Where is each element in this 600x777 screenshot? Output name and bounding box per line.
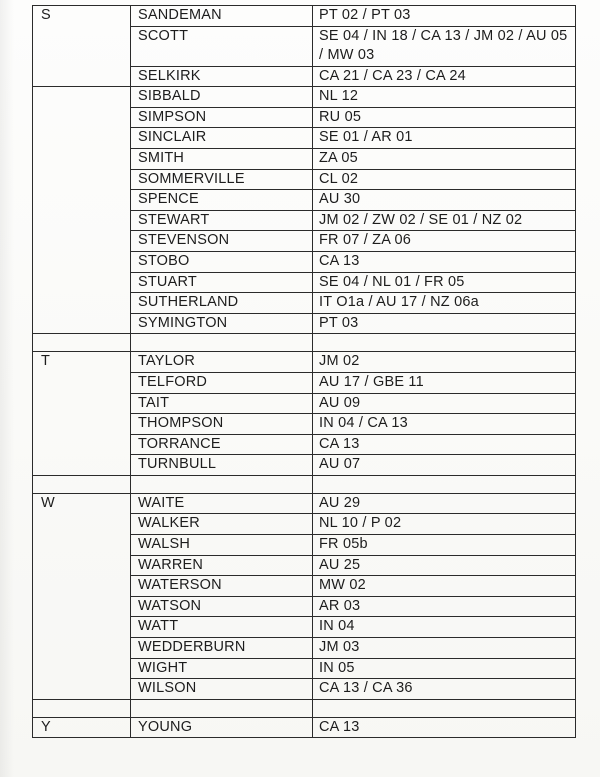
reference-codes-cell: FR 05b [313,535,576,556]
surname-cell: STOBO [131,251,313,272]
reference-codes-cell: CA 13 / CA 36 [313,679,576,700]
reference-codes-cell: FR 07 / ZA 06 [313,231,576,252]
reference-codes-cell: RU 05 [313,107,576,128]
surname-cell: TAIT [131,393,313,414]
reference-codes-cell: CA 13 [313,717,576,738]
reference-codes-cell: IN 04 / CA 13 [313,414,576,435]
surname-cell: SOMMERVILLE [131,169,313,190]
reference-codes-cell: CL 02 [313,169,576,190]
section-letter-t: T [33,352,131,476]
reference-codes-cell: SE 04 / NL 01 / FR 05 [313,272,576,293]
surname-cell: TURNBULL [131,455,313,476]
surname-cell: WARREN [131,555,313,576]
surname-cell: SELKIRK [131,66,313,87]
reference-codes-cell: ZA 05 [313,148,576,169]
reference-codes-cell: NL 12 [313,87,576,108]
surname-cell: SPENCE [131,190,313,211]
reference-codes-cell: IN 04 [313,617,576,638]
reference-codes-cell: AR 03 [313,596,576,617]
surname-cell: SYMINGTON [131,313,313,334]
scan-edge-shadow [0,0,14,777]
section-letter-s: S [33,6,131,87]
section-letter-blank [33,87,131,334]
surname-cell: WATSON [131,596,313,617]
reference-codes-cell: CA 13 [313,434,576,455]
surname-cell: WIGHT [131,658,313,679]
surname-cell: STEVENSON [131,231,313,252]
reference-codes-cell: CA 21 / CA 23 / CA 24 [313,66,576,87]
surname-cell: SCOTT [131,26,313,66]
reference-codes-cell: PT 03 [313,313,576,334]
reference-codes-cell: MW 02 [313,576,576,597]
section-spacer-row [33,699,576,717]
reference-codes-cell: IT O1a / AU 17 / NZ 06a [313,293,576,314]
reference-codes-cell: PT 02 / PT 03 [313,6,576,27]
surname-cell: SANDEMAN [131,6,313,27]
reference-codes-cell: IN 05 [313,658,576,679]
surname-cell: TAYLOR [131,352,313,373]
section-letter-y: Y [33,717,131,738]
surname-cell: WAITE [131,493,313,514]
surname-cell: THOMPSON [131,414,313,435]
section-spacer-row [33,475,576,493]
table-row [33,352,576,373]
surname-cell: YOUNG [131,717,313,738]
reference-codes-cell: NL 10 / P 02 [313,514,576,535]
table-row [33,717,576,738]
reference-codes-cell: SE 04 / IN 18 / CA 13 / JM 02 / AU 05 / MW 03 [313,26,576,66]
reference-codes-cell: AU 30 [313,190,576,211]
surname-cell: WEDDERBURN [131,638,313,659]
surname-cell: SUTHERLAND [131,293,313,314]
surname-cell: WATERSON [131,576,313,597]
section-letter-w: W [33,493,131,699]
surname-cell: WATT [131,617,313,638]
surname-cell: STUART [131,272,313,293]
table-row [33,87,576,108]
reference-codes-cell: JM 02 [313,352,576,373]
surname-cell: TELFORD [131,372,313,393]
surname-cell: SINCLAIR [131,128,313,149]
reference-codes-cell: JM 02 / ZW 02 / SE 01 / NZ 02 [313,210,576,231]
surname-cell: STEWART [131,210,313,231]
section-spacer-row [33,334,576,352]
reference-codes-cell: JM 03 [313,638,576,659]
reference-codes-cell: AU 09 [313,393,576,414]
reference-codes-cell: SE 01 / AR 01 [313,128,576,149]
reference-codes-cell: AU 29 [313,493,576,514]
surname-cell: WILSON [131,679,313,700]
table-row [33,6,576,27]
surname-cell: SMITH [131,148,313,169]
surname-cell: SIMPSON [131,107,313,128]
reference-codes-cell: AU 25 [313,555,576,576]
surname-cell: WALKER [131,514,313,535]
table-row [33,493,576,514]
reference-codes-cell: AU 07 [313,455,576,476]
surname-index-table [32,5,576,738]
reference-codes-cell: CA 13 [313,251,576,272]
surname-cell: WALSH [131,535,313,556]
surname-cell: SIBBALD [131,87,313,108]
reference-codes-cell: AU 17 / GBE 11 [313,372,576,393]
surname-cell: TORRANCE [131,434,313,455]
